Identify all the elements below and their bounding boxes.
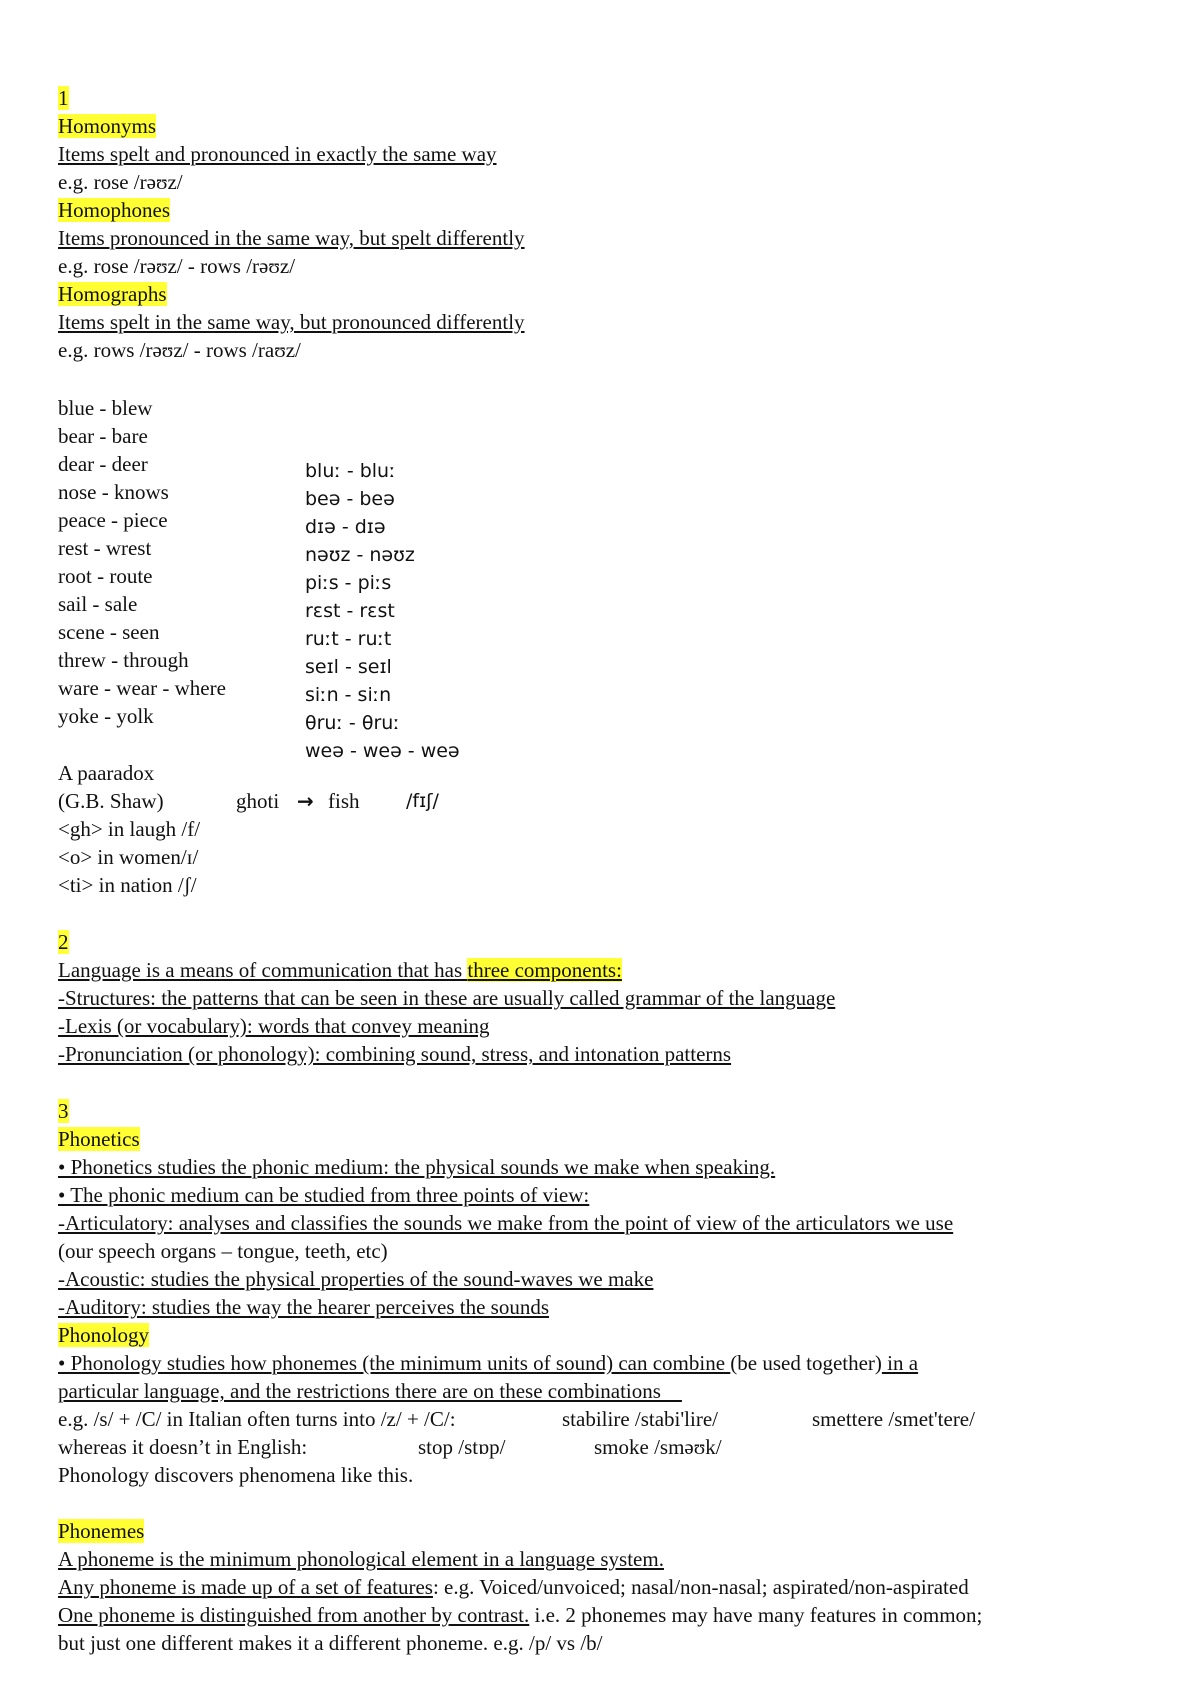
articulatory-line-cont: (our speech organs – tongue, teeth, etc) [58, 1239, 388, 1263]
phonemes-line: A phoneme is the minimum phonological element in a language system. [58, 1547, 664, 1571]
phonemes-heading [58, 1518, 144, 1544]
paradox-word: ghoti [236, 789, 280, 813]
arrow-right-icon: → [297, 789, 314, 813]
phonemes-title: Phonemes [58, 1519, 145, 1543]
ipa-pair: seɪl - seɪl [305, 656, 392, 678]
acoustic-line: -Acoustic: studies the physical properties of the sound-waves we make [58, 1267, 654, 1291]
articulatory-line: -Articulatory: analyses and classifies the sounds we make from the point of view of the articulators we use [58, 1211, 954, 1235]
phonemes-line: but just one different makes it a different phoneme. e.g. /p/ vs /b/ [58, 1631, 603, 1655]
component-item: -Pronunciation (or phonology): combining sound, stress, and intonation patterns [58, 1042, 732, 1066]
ipa-pair: bluː - bluː [305, 460, 396, 482]
section-number [58, 929, 69, 955]
section-2-number: 2 [58, 930, 69, 954]
paradox-result: fish [328, 789, 360, 813]
phonology-example-stop: stop /stɒp/ [418, 1435, 506, 1459]
phonetics-bullet: • The phonic medium can be studied from three points of view: [58, 1183, 590, 1207]
section-number [58, 1098, 69, 1124]
ipa-pair: weə - weə - weə [305, 740, 460, 762]
auditory-line: -Auditory: studies the way the hearer perceives the sounds [58, 1295, 550, 1319]
homographs-heading [58, 281, 167, 307]
homophones-title: Homophones [58, 198, 170, 222]
homophones-heading [58, 197, 170, 223]
phonology-bullet-c: in a [881, 1351, 919, 1375]
ipa-pair: ruːt - ruːt [305, 628, 392, 650]
homonyms-definition: Items spelt and pronounced in exactly the same way [58, 142, 497, 166]
word-pair: rest - wrest [58, 536, 152, 560]
phonetics-bullet: • Phonetics studies the phonic medium: the physical sounds we make when speaking. [58, 1155, 776, 1179]
ipa-pair: rɛst - rɛst [305, 600, 395, 622]
word-pair: threw - through [58, 648, 189, 672]
section-number [58, 85, 69, 111]
homonyms-example: e.g. rose /rəʊz/ [58, 170, 183, 194]
ipa-pair: beə - beə [305, 488, 395, 510]
phonology-example-stabilire: stabilire /stabi'lire/ [562, 1407, 718, 1431]
section-3-number: 3 [58, 1099, 69, 1123]
phonology-example-english: whereas it doesn’t in English: [58, 1435, 308, 1459]
paradox-rule: <ti> in nation /ʃ/ [58, 873, 197, 897]
homographs-definition: Items spelt in the same way, but pronounced differently [58, 310, 525, 334]
phonology-bullet-b: (be used together) [730, 1351, 882, 1375]
word-pair: scene - seen [58, 620, 160, 644]
paradox-rule: <o> in women/ɪ/ [58, 845, 199, 869]
phonemes-line-a: Any phoneme is made up of a set of features [58, 1575, 433, 1599]
ipa-pair: nəʊz - nəʊz [305, 544, 415, 566]
homophones-definition: Items pronounced in the same way, but spelt differently [58, 226, 525, 250]
phonetics-heading [58, 1126, 140, 1152]
phonology-bullet-a: • Phonology studies how phonemes (the minimum units of sound) can combine [58, 1351, 731, 1375]
paradox-source: (G.B. Shaw) [58, 789, 164, 813]
paradox-title: A paaradox [58, 761, 155, 785]
components-highlight: three components: [467, 958, 622, 982]
ipa-pair: piːs - piːs [305, 572, 392, 594]
phonology-example-smoke: smoke /sməʊk/ [594, 1435, 722, 1459]
phonemes-line [58, 1602, 982, 1628]
section-1-number: 1 [58, 86, 69, 110]
component-item: -Structures: the patterns that can be seen in these are usually called grammar of the language [58, 986, 836, 1010]
phonology-example-smettere: smettere /smet'tere/ [812, 1407, 975, 1431]
phonetics-title: Phonetics [58, 1127, 140, 1151]
phonemes-line [58, 1574, 969, 1600]
ipa-pair: θruː - θruː [305, 712, 400, 734]
component-item: -Lexis (or vocabulary): words that convey meaning [58, 1014, 490, 1038]
word-pair: ware - wear - where [58, 676, 226, 700]
homonyms-heading [58, 113, 156, 139]
phonology-bullet-line2: particular language, and the restrictions there are on these combinations [58, 1379, 682, 1403]
word-pair: dear - deer [58, 452, 148, 476]
word-pair: root - route [58, 564, 153, 588]
word-pair: blue - blew [58, 396, 153, 420]
paradox-rule: <gh> in laugh /f/ [58, 817, 201, 841]
phonology-title: Phonology [58, 1323, 150, 1347]
homophones-example: e.g. rose /rəʊz/ - rows /rəʊz/ [58, 254, 296, 278]
components-intro [58, 957, 622, 983]
paradox-result-ipa: /fɪʃ/ [406, 790, 439, 812]
word-pair: sail - sale [58, 592, 138, 616]
homographs-example: e.g. rows /rəʊz/ - rows /raʊz/ [58, 338, 301, 362]
word-pair: yoke - yolk [58, 704, 154, 728]
word-pair: nose - knows [58, 480, 169, 504]
phonology-bullet [58, 1350, 918, 1376]
components-intro-text: Language is a means of communication that has [58, 958, 468, 982]
ipa-pair: siːn - siːn [305, 684, 392, 706]
ipa-pair: dɪə - dɪə [305, 516, 386, 538]
phonology-example-italian: e.g. /s/ + /C/ in Italian often turns into /z/ + /C/: [58, 1407, 456, 1431]
phonology-heading [58, 1322, 149, 1348]
phonemes-line-b: : e.g. Voiced/unvoiced; nasal/non-nasal; aspirated/non-aspirated [432, 1575, 969, 1599]
phonology-conclusion: Phonology discovers phenomena like this. [58, 1463, 414, 1487]
phonemes-contrast-cont: i.e. 2 phonemes may have many features in common; [529, 1603, 983, 1627]
homonyms-title: Homonyms [58, 114, 157, 138]
word-pair: bear - bare [58, 424, 148, 448]
phonemes-contrast: One phoneme is distinguished from another by contrast. [58, 1603, 530, 1627]
homographs-title: Homographs [58, 282, 167, 306]
word-pair: peace - piece [58, 508, 168, 532]
